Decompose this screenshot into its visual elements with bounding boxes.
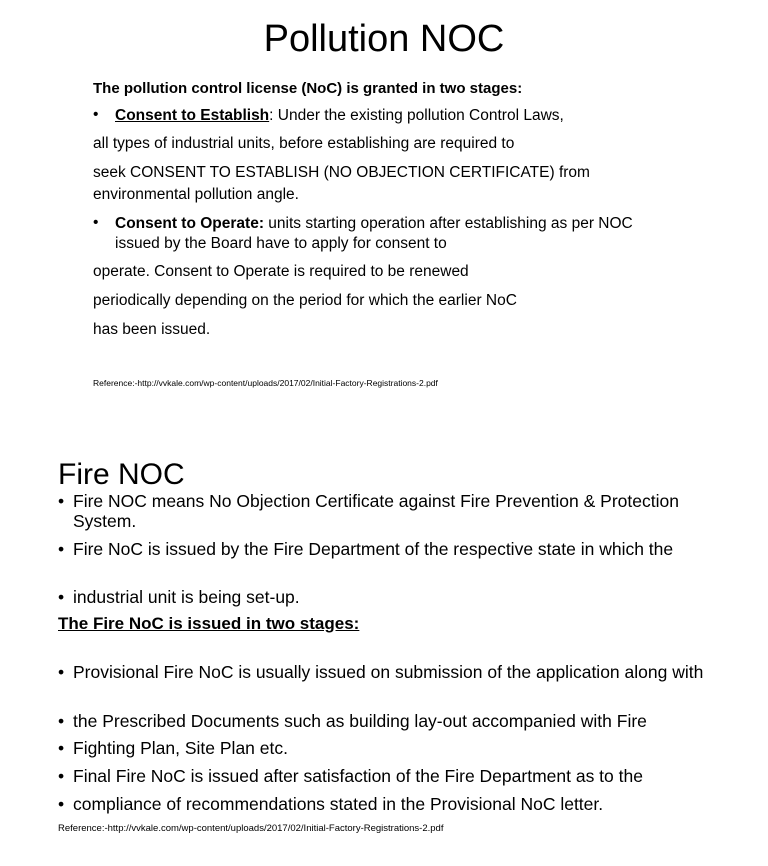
consent-establish-text: : Under the existing pollution Control Laws, [269,107,564,124]
fire-bullet-text: industrial unit is being set-up. [73,587,300,607]
pollution-title: Pollution NOC [263,18,505,60]
establish-line: seek CONSENT TO ESTABLISH (NO OBJECTION CERTIFICATE) from [93,164,590,181]
fire-bullet-text: Fire NoC is issued by the Fire Department of the respective state in which the [73,539,674,559]
stage-bullet [58,794,738,814]
consent-operate-label: Consent to Operate: [115,215,264,232]
stage-bullet [58,766,738,786]
operate-line: operate. Consent to Operate is required to be renewed [93,263,469,280]
bullet-dot-icon: • [58,794,65,814]
pollution-intro: The pollution control license (NoC) is granted in two stages: [93,80,523,97]
consent-establish-bullet [93,106,693,128]
bullet-dot-icon: • [58,662,65,682]
stage-bullet-text: Final Fire NoC is issued after satisfaction of the Fire Department as to the [73,766,643,786]
establish-line: all types of industrial units, before establishing are required to [93,135,515,152]
stage-bullet [58,662,738,702]
stage-bullet-text: Provisional Fire NoC is usually issued on submission of the application along with [73,662,704,682]
bullet-dot-icon: • [93,214,99,231]
operate-line: periodically depending on the period for which the earlier NoC [93,292,517,309]
bullet-dot-icon: • [58,711,65,731]
operate-line: has been issued. [93,321,211,338]
fire-bullet [58,491,738,531]
stage-bullet-text: the Prescribed Documents such as building lay-out accompanied with Fire [73,711,647,731]
stage-bullet-text: compliance of recommendations stated in the Provisional NoC letter. [73,794,604,814]
consent-operate-text: units starting operation after establishing as per NOC issued by the Board have to apply for consent to [115,215,633,252]
stage-bullet-text: Fighting Plan, Site Plan etc. [73,738,288,758]
bullet-dot-icon: • [58,587,65,607]
bullet-dot-icon: • [58,766,65,786]
fire-bullet [58,587,738,607]
stage-bullet [58,711,738,731]
establish-line: environmental pollution angle. [93,186,299,203]
fire-bullet [58,539,738,579]
fire-bullet-text: Fire NOC means No Objection Certificate against Fire Prevention & Protection System. [73,491,679,531]
bullet-dot-icon: • [58,738,65,758]
consent-operate-bullet [93,214,693,258]
stage-bullet [58,738,738,758]
consent-establish-label: Consent to Establish [115,107,270,124]
fire-title: Fire NOC [58,458,185,491]
pollution-reference: Reference:-http://vvkale.com/wp-content/uploads/2017/02/Initial-Factory-Registrations-2.pdf [93,378,438,388]
bullet-dot-icon: • [93,106,99,123]
bullet-dot-icon: • [58,491,65,511]
fire-stages-heading: The Fire NoC is issued in two stages: [58,614,360,633]
fire-reference: Reference:-http://vvkale.com/wp-content/uploads/2017/02/Initial-Factory-Registrations-2.pdf [58,823,444,834]
bullet-dot-icon: • [58,539,65,559]
